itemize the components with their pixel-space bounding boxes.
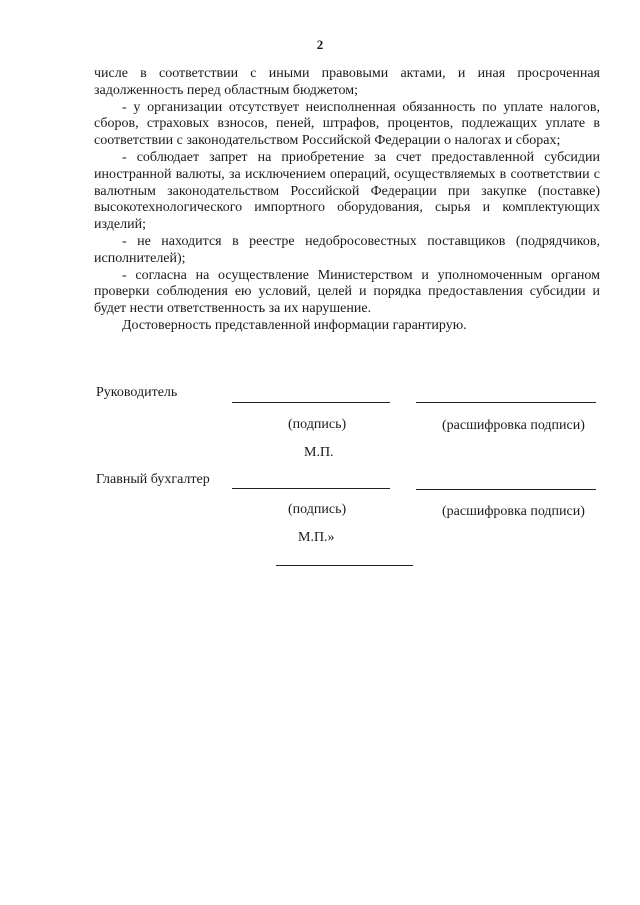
head-stamp-mark: М.П. bbox=[304, 445, 334, 460]
paragraph-tax-obligation: - у организации отсутствует неисполненная обязанность по уплате налогов, сборов, страховых взносов, пеней, штрафов, процентов, подлежащих уплате в соответствии с законодательством Российской Федерации о налогах и сборах; bbox=[94, 99, 600, 149]
accountant-signature-line bbox=[232, 488, 390, 489]
paragraph-guarantee: Достоверность представленной информации гарантирую. bbox=[122, 317, 467, 333]
accountant-label: Главный бухгалтер bbox=[96, 472, 210, 487]
head-decoding-caption: (расшифровка подписи) bbox=[442, 418, 585, 433]
paragraph-registry: - не находится в реестре недобросовестных поставщиков (подрядчиков, исполнителей); bbox=[94, 233, 600, 266]
accountant-signature-caption: (подпись) bbox=[288, 502, 347, 517]
paragraph-consent: - согласна на осуществление Министерством и уполномоченным органом проверки соблюдения ею условий, целей и порядка предоставления субсидии и будет нести ответственность за их нарушение. bbox=[94, 267, 600, 317]
head-decoding-line bbox=[416, 402, 596, 403]
document-body bbox=[94, 66, 600, 335]
end-of-document-rule bbox=[276, 565, 413, 566]
accountant-decoding-line bbox=[416, 489, 596, 490]
page-number: 2 bbox=[316, 37, 324, 52]
head-signature-line bbox=[232, 402, 390, 403]
paragraph-currency-ban: - соблюдает запрет на приобретение за счет предоставленной субсидии иностранной валюты, за исключением операций, осуществляемых в соответствии с валютным законодательством Российской Федерации при закупке (поставке) высокотехнологического импортного оборудования, сырья и комплектующих изделий; bbox=[94, 149, 600, 233]
accountant-stamp-mark: М.П.» bbox=[298, 530, 335, 545]
head-signature-caption: (подпись) bbox=[288, 417, 347, 432]
head-label: Руководитель bbox=[96, 385, 178, 400]
paragraph-continuation: числе в соответствии с иными правовыми актами, и иная просроченная задолженность перед областным бюджетом; bbox=[94, 66, 600, 98]
accountant-decoding-caption: (расшифровка подписи) bbox=[442, 504, 585, 519]
